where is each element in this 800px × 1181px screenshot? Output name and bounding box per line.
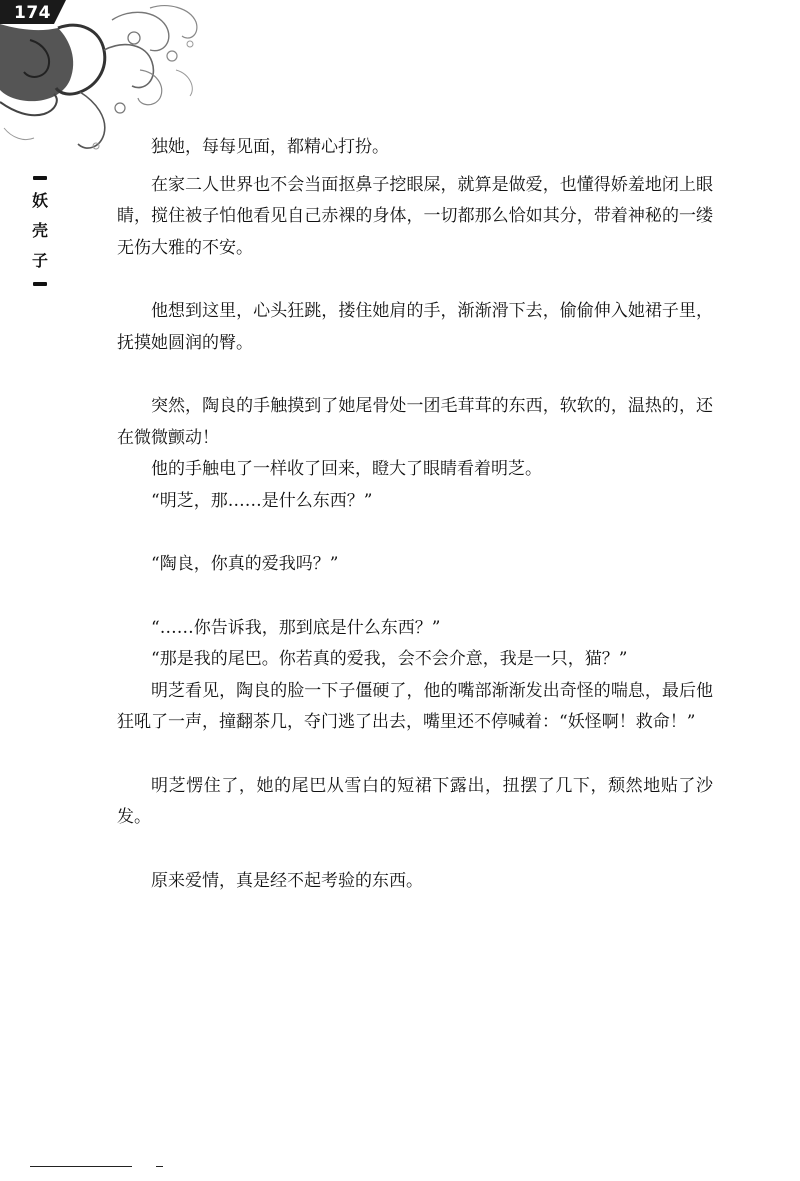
side-title-top-bar	[33, 176, 47, 180]
paragraph: 在家二人世界也不会当面抠鼻子挖眼屎，就算是做爱，也懂得娇羞地闭上眼睛，搅住被子怕他看见自己赤裸的身体，一切都那么恰如其分，带着神秘的一缕无伤大雅的不安。	[117, 174, 713, 258]
paragraph: 明芝看见，陶良的脸一下子僵硬了，他的嘴部渐渐发出奇怪的喘息，最后他狂吼了一声，撞翻茶几，夺门逃了出去，嘴里还不停喊着：“妖怪啊！救命！”	[117, 680, 713, 732]
paragraph: “……你告诉我，那到底是什么东西？”	[151, 617, 441, 638]
paragraph: 原来爱情，真是经不起考验的东西。	[151, 870, 423, 891]
body-text	[117, 132, 713, 897]
paragraph: “那是我的尾巴。你若真的爱我，会不会介意，我是一只，猫？”	[151, 649, 628, 669]
paragraph: “明芝，那……是什么东西？”	[151, 490, 373, 511]
page-number: 174	[14, 3, 51, 23]
footer-dash	[156, 1166, 163, 1167]
footer-rule	[30, 1166, 132, 1167]
side-title-bottom-bar	[33, 282, 47, 286]
side-title-char: 壳	[31, 221, 48, 240]
paragraph: 突然，陶良的手触摸到了她尾骨处一团毛茸茸的东西，软软的，温热的，还在微微颤动！	[117, 396, 713, 448]
side-title-char: 妖	[31, 191, 48, 210]
paragraph: 他想到这里，心头狂跳，搂住她肩的手，渐渐滑下去，偷偷伸入她裙子里，抚摸她圆润的臀。	[117, 301, 713, 353]
paragraph: 独她，每每见面，都精心打扮。	[151, 137, 389, 157]
side-book-title	[30, 176, 50, 286]
paragraph: “陶良，你真的爱我吗？”	[151, 554, 339, 574]
paragraph: 明芝愣住了，她的尾巴从雪白的短裙下露出，扭摆了几下，颓然地贴了沙发。	[117, 775, 713, 827]
side-title-char: 子	[31, 251, 48, 270]
paragraph: 他的手触电了一样收了回来，瞪大了眼睛看着明芝。	[151, 459, 542, 479]
